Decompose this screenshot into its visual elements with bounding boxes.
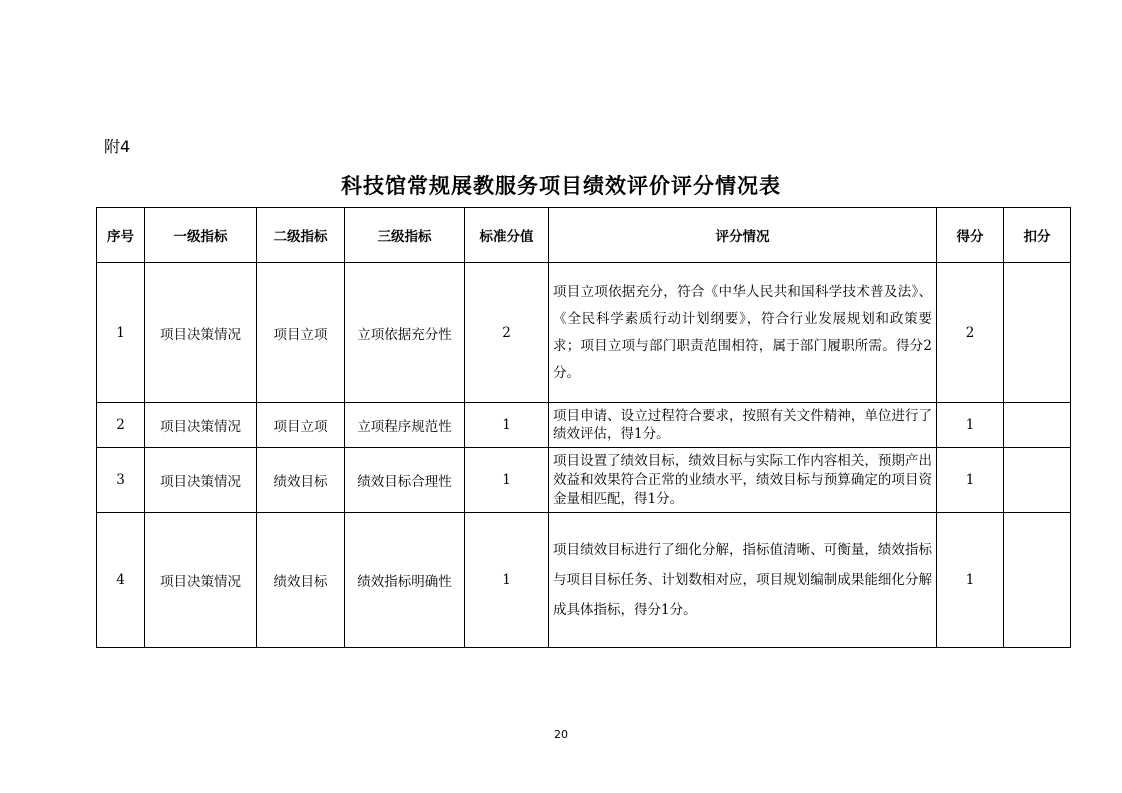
cell-level3: 立项依据充分性 <box>345 263 465 403</box>
cell-description: 项目申请、设立过程符合要求，按照有关文件精神，单位进行了绩效评估，得1分。 <box>549 403 937 448</box>
cell-deduction <box>1004 403 1071 448</box>
cell-standard: 1 <box>465 513 549 648</box>
cell-deduction <box>1004 513 1071 648</box>
cell-level3: 绩效指标明确性 <box>345 513 465 648</box>
header-deduction: 扣分 <box>1004 208 1071 263</box>
cell-level2: 项目立项 <box>257 263 345 403</box>
cell-level3: 立项程序规范性 <box>345 403 465 448</box>
cell-level2: 绩效目标 <box>257 513 345 648</box>
cell-description: 项目设置了绩效目标，绩效目标与实际工作内容相关，预期产出效益和效果符合正常的业绩水平，绩效目标与预算确定的项目资金量相匹配，得1分。 <box>549 448 937 513</box>
cell-no: 1 <box>97 263 145 403</box>
cell-level1: 项目决策情况 <box>145 448 257 513</box>
header-standard: 标准分值 <box>465 208 549 263</box>
cell-level1: 项目决策情况 <box>145 513 257 648</box>
cell-no: 3 <box>97 448 145 513</box>
cell-score: 1 <box>937 513 1004 648</box>
cell-no: 4 <box>97 513 145 648</box>
cell-score: 2 <box>937 263 1004 403</box>
cell-standard: 1 <box>465 403 549 448</box>
table-header-row <box>97 208 1071 263</box>
header-level3: 三级指标 <box>345 208 465 263</box>
cell-standard: 2 <box>465 263 549 403</box>
cell-level2: 绩效目标 <box>257 448 345 513</box>
cell-standard: 1 <box>465 448 549 513</box>
cell-description: 项目绩效目标进行了细化分解，指标值清晰、可衡量，绩效指标与项目目标任务、计划数相对应，项目规划编制成果能细化分解成具体指标，得分1分。 <box>549 513 937 648</box>
table-row <box>97 263 1071 403</box>
cell-level3: 绩效目标合理性 <box>345 448 465 513</box>
cell-level1: 项目决策情况 <box>145 403 257 448</box>
cell-description: 项目立项依据充分，符合《中华人民共和国科学技术普及法》、《全民科学素质行动计划纲要》，符合行业发展规划和政策要求；项目立项与部门职责范围相符，属于部门履职所需。得分2分。 <box>549 263 937 403</box>
header-level1: 一级指标 <box>145 208 257 263</box>
evaluation-table <box>96 207 1071 648</box>
table-row <box>97 513 1071 648</box>
page-title: 科技馆常规展教服务项目绩效评价评分情况表 <box>341 173 781 198</box>
cell-level2: 项目立项 <box>257 403 345 448</box>
page-number: 20 <box>554 728 568 741</box>
header-level2: 二级指标 <box>257 208 345 263</box>
header-no: 序号 <box>97 208 145 263</box>
header-score: 得分 <box>937 208 1004 263</box>
cell-no: 2 <box>97 403 145 448</box>
cell-score: 1 <box>937 403 1004 448</box>
cell-level1: 项目决策情况 <box>145 263 257 403</box>
table-row <box>97 403 1071 448</box>
header-description: 评分情况 <box>549 208 937 263</box>
annex-label: 附4 <box>104 137 131 156</box>
table-row <box>97 448 1071 513</box>
cell-deduction <box>1004 448 1071 513</box>
cell-deduction <box>1004 263 1071 403</box>
cell-score: 1 <box>937 448 1004 513</box>
